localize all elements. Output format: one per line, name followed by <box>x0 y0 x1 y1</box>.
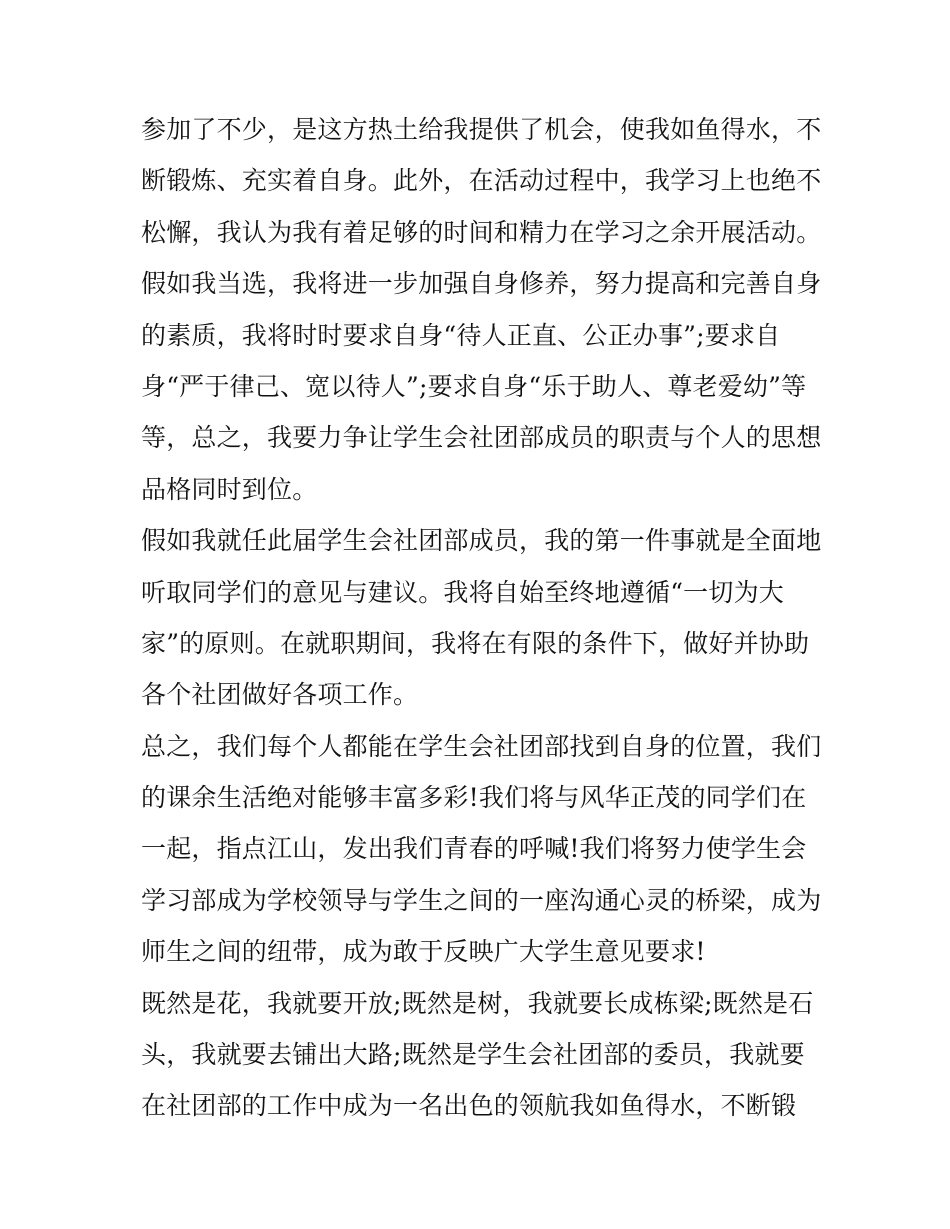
text-line-14: 的课余生活绝对能够丰富多彩!我们将与风华正茂的同学们在 <box>141 783 807 813</box>
text-line-1: 参加了不少，是这方热土给我提供了机会，使我如鱼得水，不 <box>141 115 822 144</box>
text-line-8: 品格同时到位。 <box>141 474 318 504</box>
text-line-20: 在社团部的工作中成为一名出色的领航我如鱼得水，不断锻 <box>141 1091 797 1121</box>
text-line-16: 学习部成为学校领导与学生之间的一座沟通心灵的桥梁，成为 <box>141 885 822 915</box>
text-line-15: 一起，指点江山，发出我们青春的呼喊!我们将努力使学生会 <box>141 834 807 864</box>
text-line-13: 总之，我们每个人都能在学生会社团部找到自身的位置，我们 <box>141 731 822 761</box>
text-line-2: 断锻炼、充实着自身。此外，在活动过程中，我学习上也绝不 <box>141 166 822 196</box>
text-line-9: 假如我就任此届学生会社团部成员，我的第一件事就是全面地 <box>141 526 822 556</box>
text-line-11: 家”的原则。在就职期间，我将在有限的条件下，做好并协助 <box>141 628 810 658</box>
text-line-12: 各个社团做好各项工作。 <box>141 680 419 710</box>
text-line-18: 既然是花，我就要开放;既然是树，我就要长成栋梁;既然是石 <box>141 988 814 1018</box>
text-line-4: 假如我当选，我将进一步加强自身修养，努力提高和完善自身 <box>141 269 822 299</box>
text-line-10: 听取同学们的意见与建议。我将自始至终地遵循“一切为大 <box>141 577 784 607</box>
text-line-6: 身“严于律己、宽以待人”;要求自身“乐于助人、尊老爱幼”等 <box>141 371 807 401</box>
text-line-7: 等，总之，我要力争让学生会社团部成员的职责与个人的思想 <box>141 423 822 453</box>
text-line-19: 头，我就要去铺出大路;既然是学生会社团部的委员，我就要 <box>141 1040 805 1070</box>
text-line-17: 师生之间的纽带，成为敢于反映广大学生意见要求! <box>141 937 706 967</box>
document-body <box>141 104 821 1132</box>
text-line-5: 的素质，我将时时要求自身“待人正直、公正办事”;要求自 <box>141 320 781 350</box>
text-line-3: 松懈，我认为我有着足够的时间和精力在学习之余开展活动。 <box>141 217 822 247</box>
